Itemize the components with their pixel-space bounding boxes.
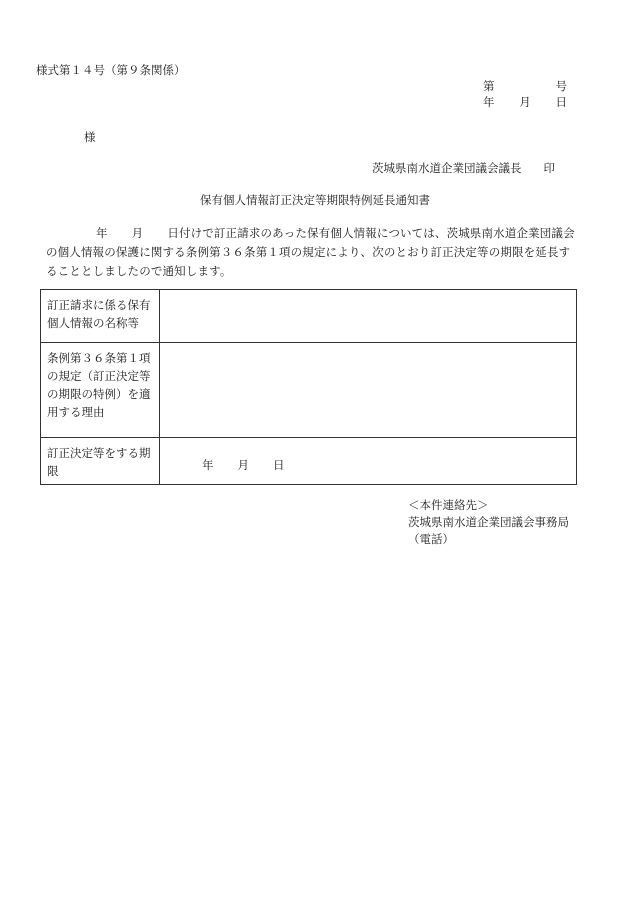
table-row	[41, 343, 577, 438]
row-label-deadline: 訂正決定等をする期限	[41, 438, 160, 485]
sender-name: 茨城県南水道企業団議会議長	[372, 161, 522, 175]
issue-date-year: 年	[483, 95, 495, 109]
addressee: 様	[84, 130, 96, 144]
row-label-info-name: 訂正請求に係る保有個人情報の名称等	[41, 290, 160, 343]
body-month: 月	[131, 226, 144, 240]
notice-body	[46, 224, 580, 281]
row-value-info-name	[160, 290, 577, 343]
details-table	[40, 289, 577, 485]
issue-date-day: 日	[555, 95, 567, 109]
contact-block	[408, 497, 569, 548]
issue-date-month: 月	[519, 95, 531, 109]
deadline-date	[202, 456, 309, 474]
document-title: 保有個人情報訂正決定等期限特例延長通知書	[200, 193, 430, 207]
seal-mark: 印	[543, 161, 555, 175]
doc-number-prefix: 第	[483, 79, 495, 93]
contact-heading: ＜本件連絡先＞	[408, 498, 489, 512]
contact-phone: （電話）	[408, 532, 454, 546]
body-year: 年	[96, 226, 108, 240]
issue-date	[483, 96, 567, 110]
deadline-day: 日	[273, 458, 285, 472]
row-label-reason: 条例第３６条第１項の規定（訂正決定等の期限の特例）を適用する理由	[41, 343, 160, 438]
contact-office: 茨城県南水道企業団議会事務局	[408, 515, 569, 529]
doc-number-suffix: 号	[555, 79, 567, 93]
deadline-month: 月	[237, 458, 249, 472]
deadline-year: 年	[202, 458, 214, 472]
row-value-deadline	[160, 438, 577, 485]
row-value-reason	[160, 343, 577, 438]
table-row	[41, 290, 577, 343]
sender	[372, 162, 555, 176]
form-number: 様式第１４号（第９条関係）	[36, 63, 186, 77]
body-text: 日付けで訂正請求のあった保有個人情報については、茨城県南水道企業団議会の個人情報の保護に関する条例第３６条第１項の規定により、次のとおり訂正決定等の期限を延長することとしましたので通知します。	[46, 226, 575, 278]
table-row	[41, 438, 577, 485]
document-number-block	[483, 80, 567, 110]
